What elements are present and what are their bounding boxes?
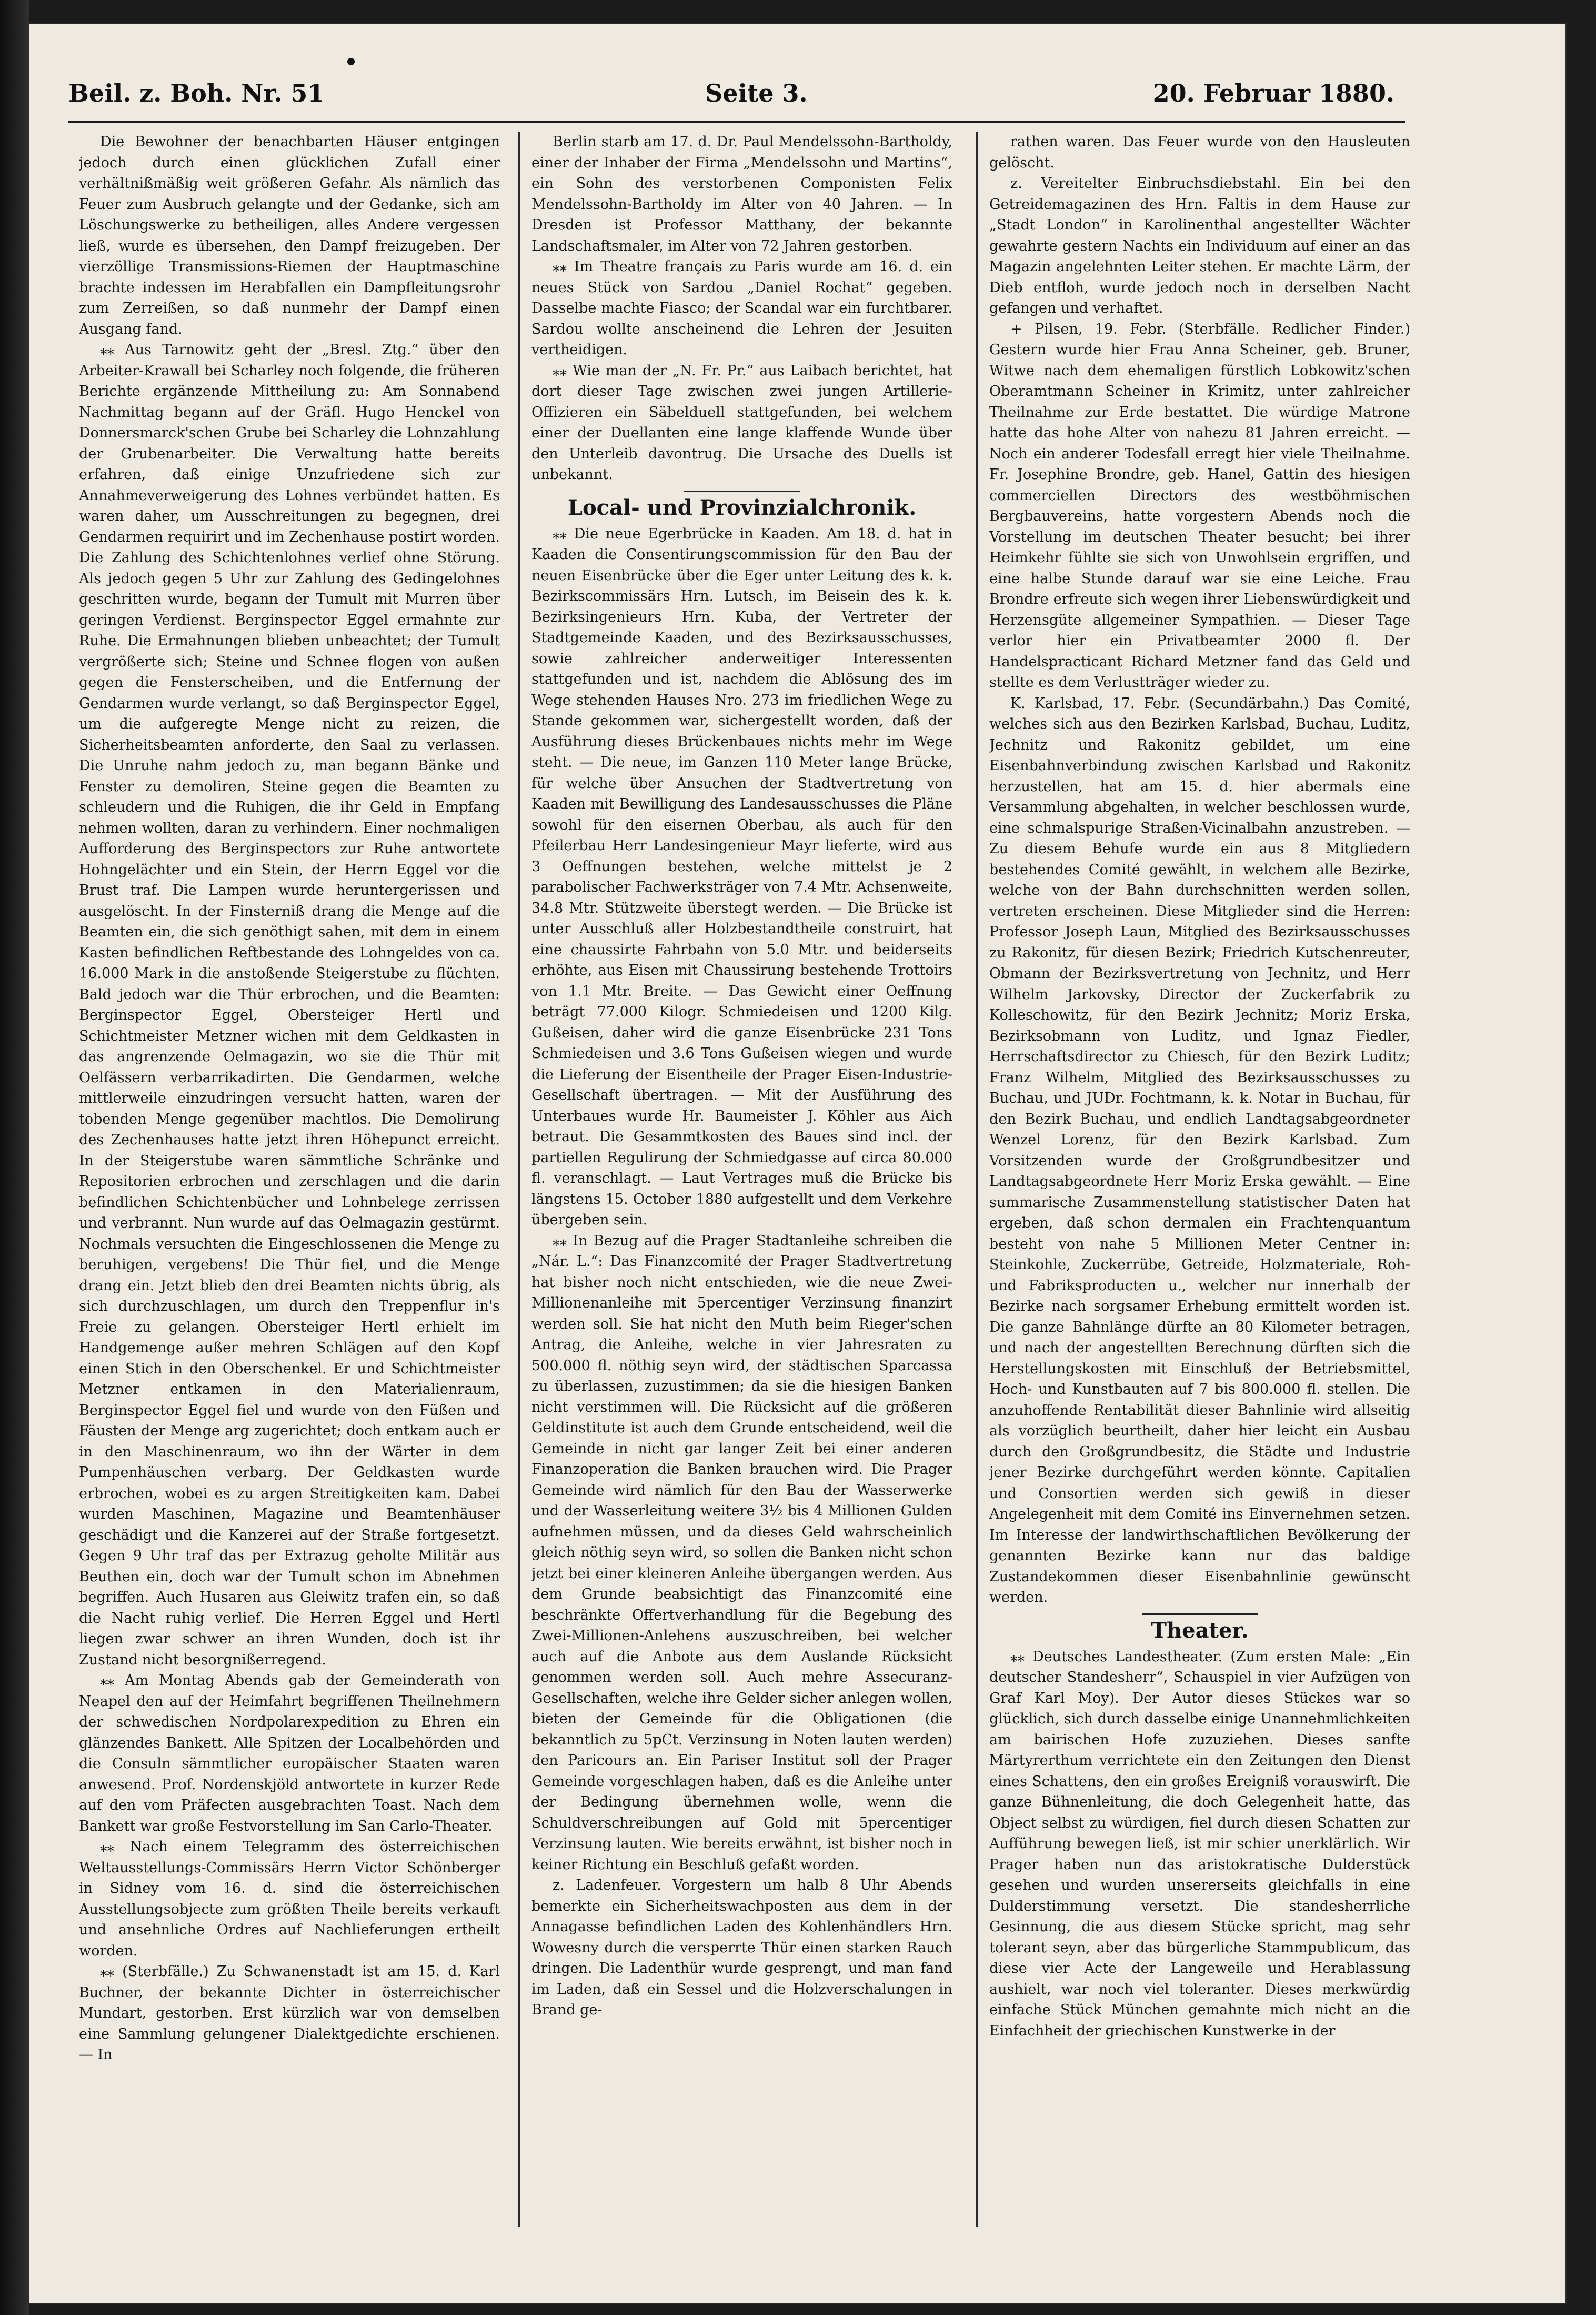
article-paragraph: ⁎⁎ In Bezug auf die Prager Stadtanleihe schreiben die „Nár. L.“: Das Finanzcomité der Prager Stadtvertretung hat bisher noch nicht entschieden, wie die neue Zwei-Millionenanleihe mit 5percentiger Verzinsung finanzirt werden soll. Sie hat nicht den Muth beim Rieger'schen Antrag, die Anleihe, welche in vier Jahresraten zu 500.000 fl. nöthig seyn wird, der städtischen Sparcassa zu überlassen, zuzustimmen; da sie die hiesigen Banken nicht verstimmen will. Die Rücksicht auf die größeren Geldinstitute ist auch dem Grunde entscheidend, weil die Gemeinde in nicht gar langer Zeit bei einer anderen Finanzoperation die Banken brauchen wird. Die Prager Gemeinde wird nämlich für den Bau der Wasserwerke und der Wasserleitung weitere 3½ bis 4 Millionen Gulden aufnehmen müssen, und da dieses Geld wahrscheinlich gleich nöthig seyn wird, so sollen die Banken nicht schon jetzt bei einer kleineren Anleihe übergangen werden. Aus dem Grunde beabsichtigt das Finanzcomité eine beschränkte Offertverhandlung für die Begebung des Zwei-Millionen-Anlehens auszuschreiben, bei welcher auch auf die Anbote aus dem Auslande Rücksicht genommen werden soll. Auch mehre Assecuranz-Gesellschaften, welche ihre Gelder sicher anlegen wollen, bieten der Gemeinde für die Obligationen (die bekanntlich zu 5pCt. Verzinsung in Noten lauten werden) den Paricours an. Ein Pariser Institut soll der Prager Gemeinde vorgeschlagen haben, daß es die Anleihe unter der Bedingung übernehmen wolle, wenn die Schuldverschreibungen auf Gold mit 5percentiger Verzinsung lauten. Wie bereits erwähnt, ist bisher noch in keiner Richtung ein Beschluß gefaßt worden.	[531, 1232, 952, 1873]
article-paragraph: ⁎⁎ Wie man der „N. Fr. Pr.“ aus Laibach berichtet, hat dort dieser Tage zwischen zwei jungen Artillerie-Offizieren ein Säbelduell stattgefunden, bei welchem einer der Duellanten eine lange klaffende Wunde über den Unterleib davontrug. Die Ursache des Duells ist unbekannt.	[531, 362, 952, 483]
article-paragraph: z. Ladenfeuer. Vorgestern um halb 8 Uhr Abends bemerkte ein Sicherheitswachposten aus dem in der Annagasse befindlichen Laden des Kohlenhändlers Hrn. Wowesny durch die versperrte Thür einen starken Rauch dringen. Die Ladenthür wurde gesprengt, und man fand im Laden, daß ein Sessel und die Holzverschalungen in Brand ge-	[531, 1877, 952, 2018]
column-3	[989, 132, 1410, 2227]
article-paragraph: Berlin starb am 17. d. Dr. Paul Mendelssohn-Bartholdy, einer der Inhaber der Firma „Mendelssohn und Martins“, ein Sohn des verstorbenen Componisten Felix Mendelssohn-Bartholdy im Alter von 40 Jahren. — In Dresden ist Professor Matthany, der bekannte Landschaftsmaler, im Alter von 72 Jahren gestorben.	[531, 134, 952, 254]
article-paragraph: ⁎⁎ Aus Tarnowitz geht der „Bresl. Ztg.“ über den Arbeiter-Krawall bei Scharley noch folgende, die früheren Berichte ergänzende Mittheilung zu: Am Sonnabend Nachmittag begann auf der Gräfl. Hugo Henckel von Donnersmarck'schen Grube bei Scharley die Lohnzahlung der Grubenarbeiter. Die Verwaltung hatte bereits erfahren, daß einige Unzufriedene sich zur Annahmeverweigerung des Lohnes verbündet hatten. Es waren daher, um Ausschreitungen zu begegnen, drei Gendarmen requirirt und im Zechenhause postirt worden. Die Zahlung des Schichtenlohnes verlief ohne Störung. Als jedoch gegen 5 Uhr zur Zahlung des Gedingelohnes geschritten wurde, begann der Tumult mit Murren über geringen Verdienst. Berginspector Eggel ermahnte zur Ruhe. Die Ermahnungen blieben unbeachtet; der Tumult vergrößerte sich; Steine und Schnee flogen von außen gegen die Fensterscheiben, und die Entfernung der Gendarmen wurde verlangt, so daß Berginspector Eggel, um die aufgeregte Menge nicht zu reizen, die Sicherheitsbeamten anforderte, den Saal zu verlassen. Die Unruhe nahm jedoch zu, man begann Bänke und Fenster zu demoliren, Steine gegen die Beamten zu schleudern und die Ruhigen, die ihr Geld in Empfang nehmen wollten, daran zu verhindern. Einer nochmaligen Aufforderung des Berginspectors zur Ruhe antwortete Hohngelächter und ein Stein, der Herrn Eggel vor die Brust traf. Die Lampen wurde heruntergerissen und ausgelöscht. In der Finsterniß drang die Menge auf die Beamten ein, die sich genöthigt sahen, mit dem in einem Kasten befindlichen Reftbestande des Lohngeldes von ca. 16.000 Mark in die anstoßende Steigerstube zu flüchten. Bald jedoch war die Thür erbrochen, und die Beamten: Berginspector Eggel, Obersteiger Hertl und Schichtmeister Metzner wichen mit dem Geldkasten in das angrenzende Oelmagazin, wo sie die Thür mit Oelfässern verbarrikadirten. Die Gendarmen, welche mittlerweile einzudringen versucht hatten, waren der tobenden Menge gegenüber machtlos. Die Demolirung des Zechenhauses hatte jetzt ihren Höhepunct erreicht. In der Steigerstube waren sämmtliche Schränke und Repositorien erbrochen und zerschlagen und die darin befindlichen Schichtenbücher und Lohnbelege zerrissen und verbrannt. Nun wurde auf das Oelmagazin gestürmt. Nochmals versuchten die Eingeschlossenen die Menge zu beruhigen, vergebens! Die Thür fiel, und die Menge drang ein. Jetzt blieb den drei Beamten nichts übrig, als sich durchzuschlagen, um durch den Treppenflur in's Freie zu gelangen. Obersteiger Hertl erhielt im Handgemenge außer mehren Schlägen auf den Kopf einen Stich in den Oberschenkel. Er und Schichtmeister Metzner entkamen in den Materialienraum, Berginspector Eggel fiel und wurde von den Füßen und Fäusten der Menge arg zugerichtet; doch entkam auch er in den Maschinenraum, wo ihn der Wärter in dem Pumpenhäuschen verbarg. Der Geldkasten wurde erbrochen, wobei es zu argen Streitigkeiten kam. Dabei wurden Maschinen, Magazine und Beamtenhäuser geschädigt und die Kanzerei auf der Straße fortgesetzt. Gegen 9 Uhr traf das per Extrazug geholte Militär aus Beuthen ein, doch war der Tumult schon im Abnehmen begriffen. Auch Husaren aus Gleiwitz trafen ein, so daß die Nacht ruhig verlief. Die Herren Eggel und Hertl liegen zwar schwer an ihren Wunden, doch ist ihr Zustand nicht besorgnißerregend.	[79, 342, 500, 1668]
header-date: 20. Februar 1880.	[1152, 79, 1394, 107]
article-paragraph: ⁎⁎ Nach einem Telegramm des österreichischen Weltausstellungs-Commissärs Herrn Victor Schönberger in Sidney vom 16. d. sind die österreichischen Ausstellungsobjecte zum größten Theile bereits verkauft und ansehnliche Ordres auf Nachlieferungen ertheilt worden.	[79, 1839, 500, 1959]
article-paragraph: rathen waren. Das Feuer wurde von den Hausleuten gelöscht.	[989, 134, 1410, 171]
column-divider	[976, 132, 978, 2227]
article-paragraph: ⁎⁎ Im Theatre français zu Paris wurde am 16. d. ein neues Stück von Sardou „Daniel Rochat“ gegeben. Dasselbe machte Fiasco; der Scandal war ein furchtbarer. Sardou wollte anscheinend die Lehren der Jesuiten vertheidigen.	[531, 258, 952, 358]
article-paragraph: K. Karlsbad, 17. Febr. (Secundärbahn.) Das Comité, welches sich aus den Bezirken Karlsbad, Buchau, Luditz, Jechnitz und Rakonitz gebildet, um eine Eisenbahnverbindung zwischen Karlsbad und Rakonitz herzustellen, hat am 15. d. hier abermals eine Versammlung abgehalten, in welcher beschlossen wurde, eine schmalspurige Straßen-Vicinalbahn anzustreben. — Zu diesem Behufe wurde ein aus 8 Mitgliedern bestehendes Comité gewählt, in welchem alle Bezirke, welche von der Bahn durchschnitten werden sollen, vertreten erscheinen. Diese Mitglieder sind die Herren: Professor Joseph Laun, Mitglied des Bezirksausschusses zu Rakonitz, für diesen Bezirk; Friedrich Kutschenreuter, Obmann der Bezirksvertretung von Jechnitz, und Herr Wilhelm Jarkovsky, Director der Zuckerfabrik zu Kolleschowitz, für den Bezirk Jechnitz; Moriz Erska, Bezirksobmann von Luditz, und Ignaz Fiedler, Herrschaftsdirector zu Chiesch, für den Bezirk Luditz; Franz Wilhelm, Mitglied des Bezirksausschusses zu Buchau, und JUDr. Fochtmann, k. k. Notar in Buchau, für den Bezirk Buchau, und endlich Landtagsabgeordneter Wenzel Lorenz, für den Bezirk Karlsbad. Zum Vorsitzenden wurde der Großgrundbesitzer und Landtagsabgeordnete Herr Moriz Erska gewählt. — Eine summarische Zusammenstellung statistischer Daten hat ergeben, daß schon dermalen ein Frachtenquantum besteht von nahe 5 Millionen Meter Centner in: Steinkohle, Zuckerrübe, Getreide, Holzmateriale, Roh- und Fabriksproducten u., welcher nur innerhalb der Bezirke nach sorgsamer Erhebung ermittelt worden ist. Die ganze Bahnlänge dürfte an 80 Kilometer betragen, und nach der angestellten Berechnung dürften sich die Herstellungskosten mit Einschluß der Betriebsmittel, Hoch- und Kunstbauten auf 7 bis 800.000 fl. stellen. Die anzuhoffende Rentabilität dieser Bahnlinie wird allseitig als vorzüglich beurtheilt, daher hier leicht ein Ausbau durch den Großgrundbesitz, die Städte und Industrie jener Bezirke durchgeführt werden könnte. Capitalien und Consortien werden sich gewiß in dieser Angelegenheit mit dem Comité ins Einvernehmen setzen. Im Interesse der landwirthschaftlichen Bevölkerung der genannten Bezirke kann nur das baldige Zustandekommen dieser Eisenbahnlinie gewünscht werden.	[989, 695, 1410, 1605]
header-rule	[68, 121, 1405, 123]
article-paragraph: z. Vereitelter Einbruchsdiebstahl. Ein bei den Getreidemagazinen des Hrn. Faltis in dem Hause zur „Stadt London“ in Karolinenthal angestellter Wächter gewahrte gestern Nachts ein Individuum auf einer an das Magazin angelehnten Leiter stehen. Er machte Lärm, der Dieb entfloh, wurde jedoch noch in derselben Nacht gefangen und verhaftet.	[989, 175, 1410, 316]
article-paragraph: ⁎⁎ Deutsches Landestheater. (Zum ersten Male: „Ein deutscher Standesherr“, Schauspiel in vier Aufzügen von Graf Karl Moy). Der Autor dieses Stückes war so glücklich, sich durch dasselbe einige Unannehmlichkeiten am bairischen Hofe zuzuziehen. Dieses sanfte Märtyrerthum verrichtete ein den Zeitungen den Dienst eines Schattens, den ein großes Ereigniß vorauswirft. Die ganze Bühnenleitung, die doch Gelegenheit hatte, das Object selbst zu würdigen, fiel durch diesen Schatten zur Aufführung bewegen ließ, ist mir schier unerklärlich. Wir Prager haben nun das aristokratische Dulderstück gesehen und wurden unsererseits gleichfalls in eine Dulderstimmung versetzt. Die standesherrliche Gesinnung, die aus diesem Stücke spricht, mag sehr tolerant seyn, aber das bürgerliche Stammpublicum, das diese vier Acte der Langeweile und Herablassung aushielt, war noch viel toleranter. Dieses merkwürdig einfache Stück München gemahnte mich nicht an die Einfachheit der griechischen Kunstwerke in der	[989, 1648, 1410, 2039]
column-2	[531, 132, 952, 2227]
article-paragraph: ⁎⁎ Am Montag Abends gab der Gemeinderath von Neapel den auf der Heimfahrt begriffenen Theilnehmern der schwedischen Nordpolarexpedition zu Ehren ein glänzendes Bankett. Alle Spitzen der Localbehörden und die Consuln sämmtlicher europäischer Staaten waren anwesend. Prof. Nordenskjöld antwortete in kurzer Rede auf den vom Präfecten ausgebrachten Toast. Nach dem Bankett war große Festvorstellung im San Carlo-Theater.	[79, 1672, 500, 1834]
column-divider	[518, 132, 520, 2227]
section-heading: Local- und Provinzialchronik.	[567, 495, 917, 520]
section-heading: Theater.	[1151, 1618, 1249, 1643]
article-paragraph: ⁎⁎ Die neue Egerbrücke in Kaaden. Am 18. d. hat in Kaaden die Consentirungscommission für den Bau der neuen Eisenbrücke über die Eger unter Leitung des k. k. Bezirkscommissärs Hrn. Lutsch, im Beisein des k. k. Bezirksingenieurs Hrn. Kuba, der Vertreter der Stadtgemeinde Kaaden, und des Bezirksausschusses, sowie zahlreicher anderweitiger Interessenten stattgefunden und ist, nachdem die Ablösung des im Wege stehenden Hauses Nro. 273 im friedlichen Wege zu Stande gekommen war, sichergestellt worden, daß der Ausführung dieses Brückenbaues nichts mehr im Wege steht. — Die neue, im Ganzen 110 Meter lange Brücke, für welche über Ansuchen der Stadtvertretung von Kaaden mit Bewilligung des Landesausschusses die Pläne sowohl für den eisernen Oberbau, als auch für den Pfeilerbau Herr Landesingenieur Mayr lieferte, wird aus 3 Oeffnungen bestehen, welche mittelst je 2 parabolischer Fachwerksträger von 7.4 Mtr. Achsenweite, 34.8 Mtr. Stützweite überstegt werden. — Die Brücke ist unter Ausschluß aller Holzbestandtheile construirt, hat eine chaussirte Fahrbahn von 5.0 Mtr. und beiderseits erhöhte, aus Eisen mit Chaussirung bestehende Trottoirs von 1.1 Mtr. Breite. — Das Gewicht einer Oeffnung beträgt 77.000 Kilogr. Schmiedeisen und 1200 Kilg. Gußeisen, daher wird die ganze Eisenbrücke 231 Tons Schmiedeisen und 3.6 Tons Gußeisen wiegen und wurde die Lieferung der Eisentheile der Prager Eisen-Industrie-Gesellschaft übertragen. — Mit der Ausführung des Unterbaues wurde Hr. Baumeister J. Köhler aus Aich betraut. Die Gesammtkosten des Baues sind incl. der partiellen Regulirung der Schmiedgasse auf circa 80.000 fl. veranschlagt. — Laut Vertrages muß die Brücke bis längstens 15. October 1880 aufgestellt und dem Verkehre übergeben sein.	[531, 525, 952, 1228]
header-page-number: Seite 3.	[705, 79, 808, 107]
article-paragraph: + Pilsen, 19. Febr. (Sterbfälle. Redlicher Finder.) Gestern wurde hier Frau Anna Scheiner, geb. Bruner, Witwe nach dem ehemaligen fürstlich Lobkowitz'schen Oberamtmann Scheiner in Krimitz, unter zahlreicher Theilnahme zur Erde bestattet. Die würdige Matrone hatte das hohe Alter von nahezu 81 Jahren erreicht. — Noch ein anderer Todesfall erregt hier viele Theilnahme. Fr. Josephine Brondre, geb. Hanel, Gattin des hiesigen commerciellen Directors des westböhmischen Bergbauvereins, hatte vorgestern Abends noch die Vorstellung im deutschen Theater besucht; bei ihrer Heimkehr fühlte sie sich von Unwohlsein ergriffen, und eine halbe Stunde darauf war sie eine Leiche. Frau Brondre erfreute sich wegen ihrer Liebenswürdigkeit und Herzensgüte allgemeiner Sympathien. — Dieser Tage verlor hier ein Privatbeamter 2000 fl. Der Handelspracticant Richard Metzner fand das Geld und stellte es dem Verlustträger wieder zu.	[989, 321, 1410, 691]
article-paragraph: ⁎⁎ (Sterbfälle.) Zu Schwanenstadt ist am 15. d. Karl Buchner, der bekannte Dichter in österreichischer Mundart, gestorben. Erst kürzlich war von demselben eine Sammlung gelungener Dialektgedichte erschienen. — In	[79, 1963, 500, 2063]
article-paragraph: Die Bewohner der benachbarten Häuser entgingen jedoch durch einen glücklichen Zufall einer verhältnißmäßig weit größeren Gefahr. Als nämlich das Feuer zum Ausbruch gelangte und der Gedanke, sich am Löschungswerke zu betheiligen, alles Andere vergessen ließ, wurde es übersehen, den Dampf freizugeben. Der vierzöllige Transmissions-Riemen der Hauptmaschine brachte indessen im Herabfallen ein Dampfleitungsrohr zum Zerreißen, so daß nunmehr der Dampf einen Ausgang fand.	[79, 134, 500, 337]
ink-dot	[347, 58, 355, 65]
column-1	[79, 132, 500, 2227]
scan-edge-shadow	[0, 0, 29, 2315]
header-issue: Beil. z. Boh. Nr. 51	[68, 79, 325, 107]
page-header	[68, 79, 1394, 116]
